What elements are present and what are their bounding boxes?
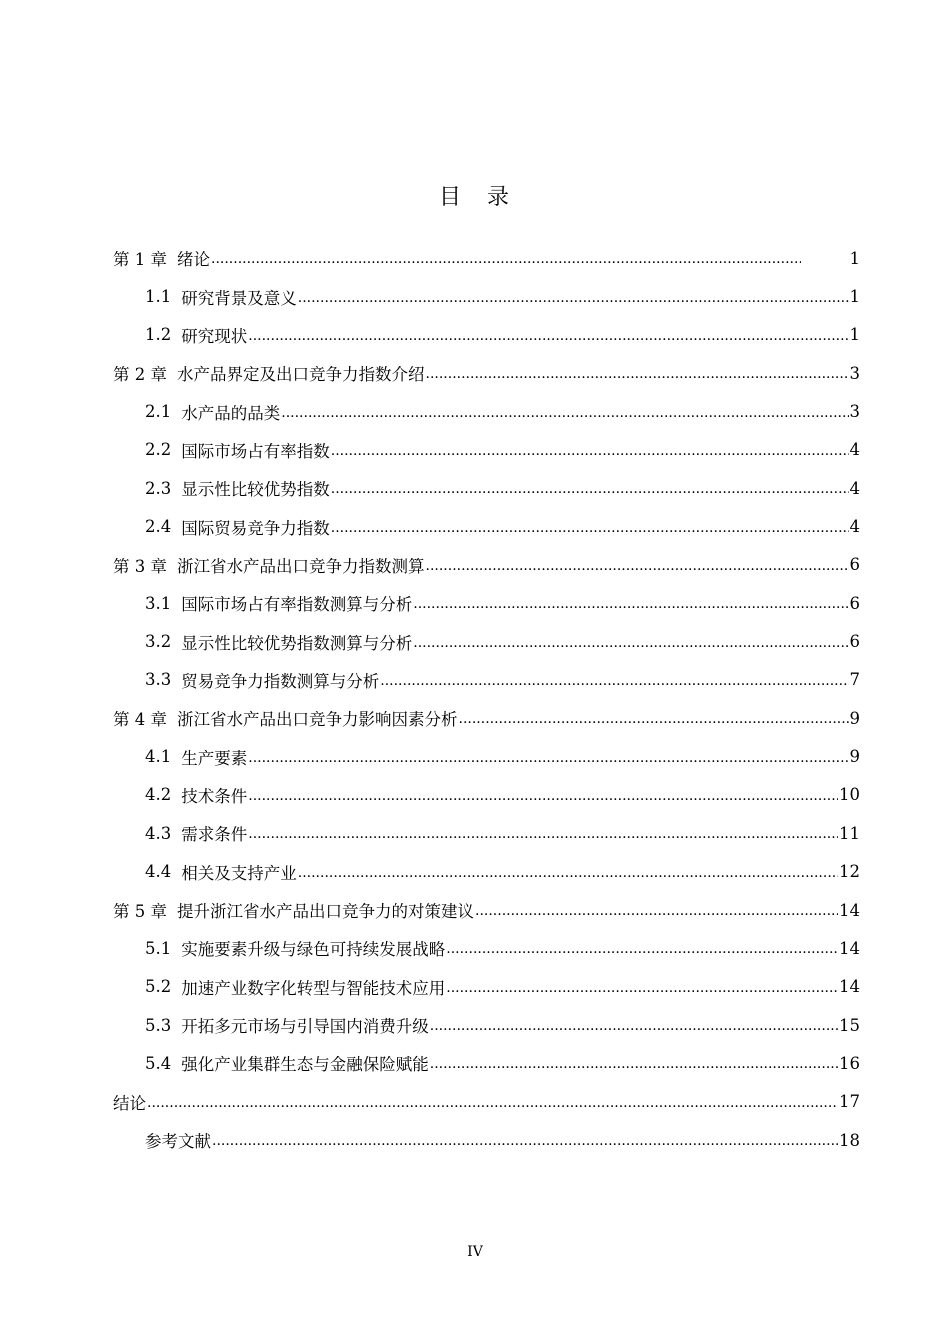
toc-entry-number: 2.4 [145, 517, 172, 537]
toc-entry[interactable] [113, 277, 860, 315]
toc-entry-number: 4.3 [145, 823, 172, 843]
toc-entry-number: 第 4 章 [113, 710, 167, 730]
toc-entry[interactable] [113, 622, 860, 660]
toc-dot-leader [446, 978, 838, 996]
toc-entry[interactable] [113, 584, 860, 622]
toc-entry-page: 11 [839, 823, 860, 843]
toc-dot-leader [298, 288, 849, 306]
toc-entry-page: 6 [849, 593, 860, 613]
toc-entry-label: 显示性比较优势指数 [181, 480, 330, 500]
toc-entry-label: 提升浙江省水产品出口竞争力的对策建议 [177, 902, 474, 922]
toc-entry-label: 实施要素升级与绿色可持续发展战略 [181, 940, 446, 960]
toc-entry[interactable] [113, 891, 860, 929]
toc-entry-number: 3.3 [145, 670, 172, 690]
toc-dot-leader [248, 326, 848, 344]
toc-entry-number: 3.1 [145, 593, 172, 613]
toc-entry-label: 开拓多元市场与引导国内消费升级 [181, 1017, 429, 1037]
toc-entry[interactable] [113, 699, 860, 737]
toc-entry[interactable] [113, 354, 860, 392]
toc-entry[interactable] [113, 814, 860, 852]
toc-entry[interactable] [113, 316, 860, 354]
toc-dot-leader [446, 939, 838, 957]
toc-entry-label: 绪论 [177, 250, 210, 270]
toc-dot-leader [475, 901, 838, 919]
toc-entry-label: 技术条件 [181, 786, 248, 806]
toc-entry[interactable] [113, 929, 860, 967]
toc-entry-page: 6 [849, 632, 860, 652]
toc-entry-page: 4 [849, 517, 860, 537]
toc-entry-number: 第 1 章 [113, 250, 167, 270]
toc-entry[interactable] [113, 392, 860, 430]
toc-entry-label: 国际市场占有率指数 [181, 441, 330, 461]
toc-entry[interactable] [113, 776, 860, 814]
toc-dot-leader [211, 249, 801, 267]
toc-entry-page: 15 [839, 1015, 860, 1035]
toc-entry-number: 第 3 章 [113, 556, 167, 576]
toc-entry-label: 强化产业集群生态与金融保险赋能 [181, 1055, 429, 1075]
toc-entry-number: 4.2 [145, 785, 172, 805]
toc-list [113, 239, 860, 1159]
toc-dot-leader [281, 403, 848, 421]
toc-entry[interactable] [113, 1044, 860, 1082]
toc-entry-label: 水产品界定及出口竞争力指数介绍 [177, 365, 425, 385]
toc-entry-label: 需求条件 [181, 825, 248, 845]
toc-entry-page: 18 [839, 1130, 860, 1150]
toc-dot-leader [331, 441, 849, 459]
toc-entry-number: 2.3 [145, 478, 172, 498]
toc-entry[interactable] [113, 1006, 860, 1044]
toc-entry[interactable] [113, 431, 860, 469]
toc-entry-label: 结论 [113, 1093, 146, 1113]
toc-dot-leader [459, 709, 849, 727]
toc-entry-label: 参考文献 [145, 1132, 211, 1152]
toc-entry-page: 14 [839, 977, 860, 997]
toc-dot-leader [413, 633, 848, 651]
toc-dot-leader [212, 1131, 838, 1149]
toc-dot-leader [298, 863, 838, 881]
toc-entry-label: 水产品的品类 [181, 403, 281, 423]
toc-dot-leader [380, 671, 848, 689]
toc-entry[interactable] [113, 853, 860, 891]
toc-entry-page: 9 [849, 708, 860, 728]
toc-entry-label: 贸易竞争力指数测算与分析 [181, 671, 380, 691]
toc-entry[interactable] [113, 546, 860, 584]
toc-entry-page: 9 [849, 747, 860, 767]
toc-entry-page: 3 [849, 402, 860, 422]
toc-entry-label: 研究背景及意义 [181, 288, 297, 308]
toc-entry-page: 14 [839, 900, 860, 920]
toc-entry-number: 第 2 章 [113, 365, 167, 385]
toc-entry-number: 2.2 [145, 440, 172, 460]
toc-dot-leader [430, 1054, 838, 1072]
toc-entry-label: 加速产业数字化转型与智能技术应用 [181, 978, 446, 998]
toc-entry-number: 2.1 [145, 402, 172, 422]
toc-entry-number: 5.4 [145, 1053, 172, 1073]
toc-entry-page: 3 [849, 363, 860, 383]
toc-entry-page: 16 [839, 1053, 860, 1073]
toc-entry[interactable] [113, 239, 860, 277]
toc-entry[interactable] [113, 737, 860, 775]
toc-entry-label: 国际贸易竞争力指数 [181, 518, 330, 538]
toc-entry-page: 1 [849, 325, 860, 345]
toc-entry-number: 1.1 [145, 287, 172, 307]
toc-entry-page: 4 [849, 440, 860, 460]
toc-dot-leader [248, 748, 848, 766]
toc-dot-leader [248, 824, 838, 842]
page-number-footer: IV [467, 1244, 483, 1260]
toc-entry-page: 7 [849, 670, 860, 690]
toc-dot-leader [147, 1093, 838, 1111]
toc-dot-leader [426, 364, 849, 382]
toc-dot-leader [331, 518, 849, 536]
toc-entry-number: 3.2 [145, 632, 172, 652]
toc-dot-leader [426, 556, 849, 574]
toc-dot-leader [413, 594, 848, 612]
toc-entry-label: 生产要素 [181, 748, 248, 768]
toc-entry-page: 17 [839, 1092, 860, 1112]
toc-entry-number: 5.3 [145, 1015, 172, 1035]
toc-entry-page: 1 [849, 248, 860, 268]
toc-dot-leader [248, 786, 838, 804]
toc-entry[interactable] [113, 507, 860, 545]
toc-entry-page: 10 [839, 785, 860, 805]
toc-entry-number: 4.1 [145, 747, 172, 767]
toc-entry[interactable] [113, 1121, 860, 1159]
toc-entry-label: 浙江省水产品出口竞争力指数测算 [177, 556, 425, 576]
toc-entry-page: 6 [849, 555, 860, 575]
toc-entry-label: 相关及支持产业 [181, 863, 297, 883]
toc-entry-label: 研究现状 [181, 326, 248, 346]
toc-entry-label: 显示性比较优势指数测算与分析 [181, 633, 413, 653]
toc-entry-number: 5.1 [145, 938, 172, 958]
toc-entry-number: 5.2 [145, 977, 172, 997]
toc-entry[interactable] [113, 469, 860, 507]
toc-entry-label: 浙江省水产品出口竞争力影响因素分析 [177, 710, 458, 730]
toc-entry-label: 国际市场占有率指数测算与分析 [181, 595, 413, 615]
toc-entry-page: 4 [849, 478, 860, 498]
toc-entry-page: 14 [839, 938, 860, 958]
toc-entry[interactable] [113, 661, 860, 699]
toc-dot-leader [430, 1016, 838, 1034]
toc-entry[interactable] [113, 968, 860, 1006]
toc-dot-leader [331, 479, 849, 497]
toc-entry[interactable] [113, 1083, 860, 1121]
toc-entry-page: 1 [849, 287, 860, 307]
toc-entry-number: 第 5 章 [113, 902, 167, 922]
toc-entry-page: 12 [839, 862, 860, 882]
toc-title: 目 录 [438, 185, 511, 210]
toc-entry-number: 1.2 [145, 325, 172, 345]
toc-entry-number: 4.4 [145, 862, 172, 882]
